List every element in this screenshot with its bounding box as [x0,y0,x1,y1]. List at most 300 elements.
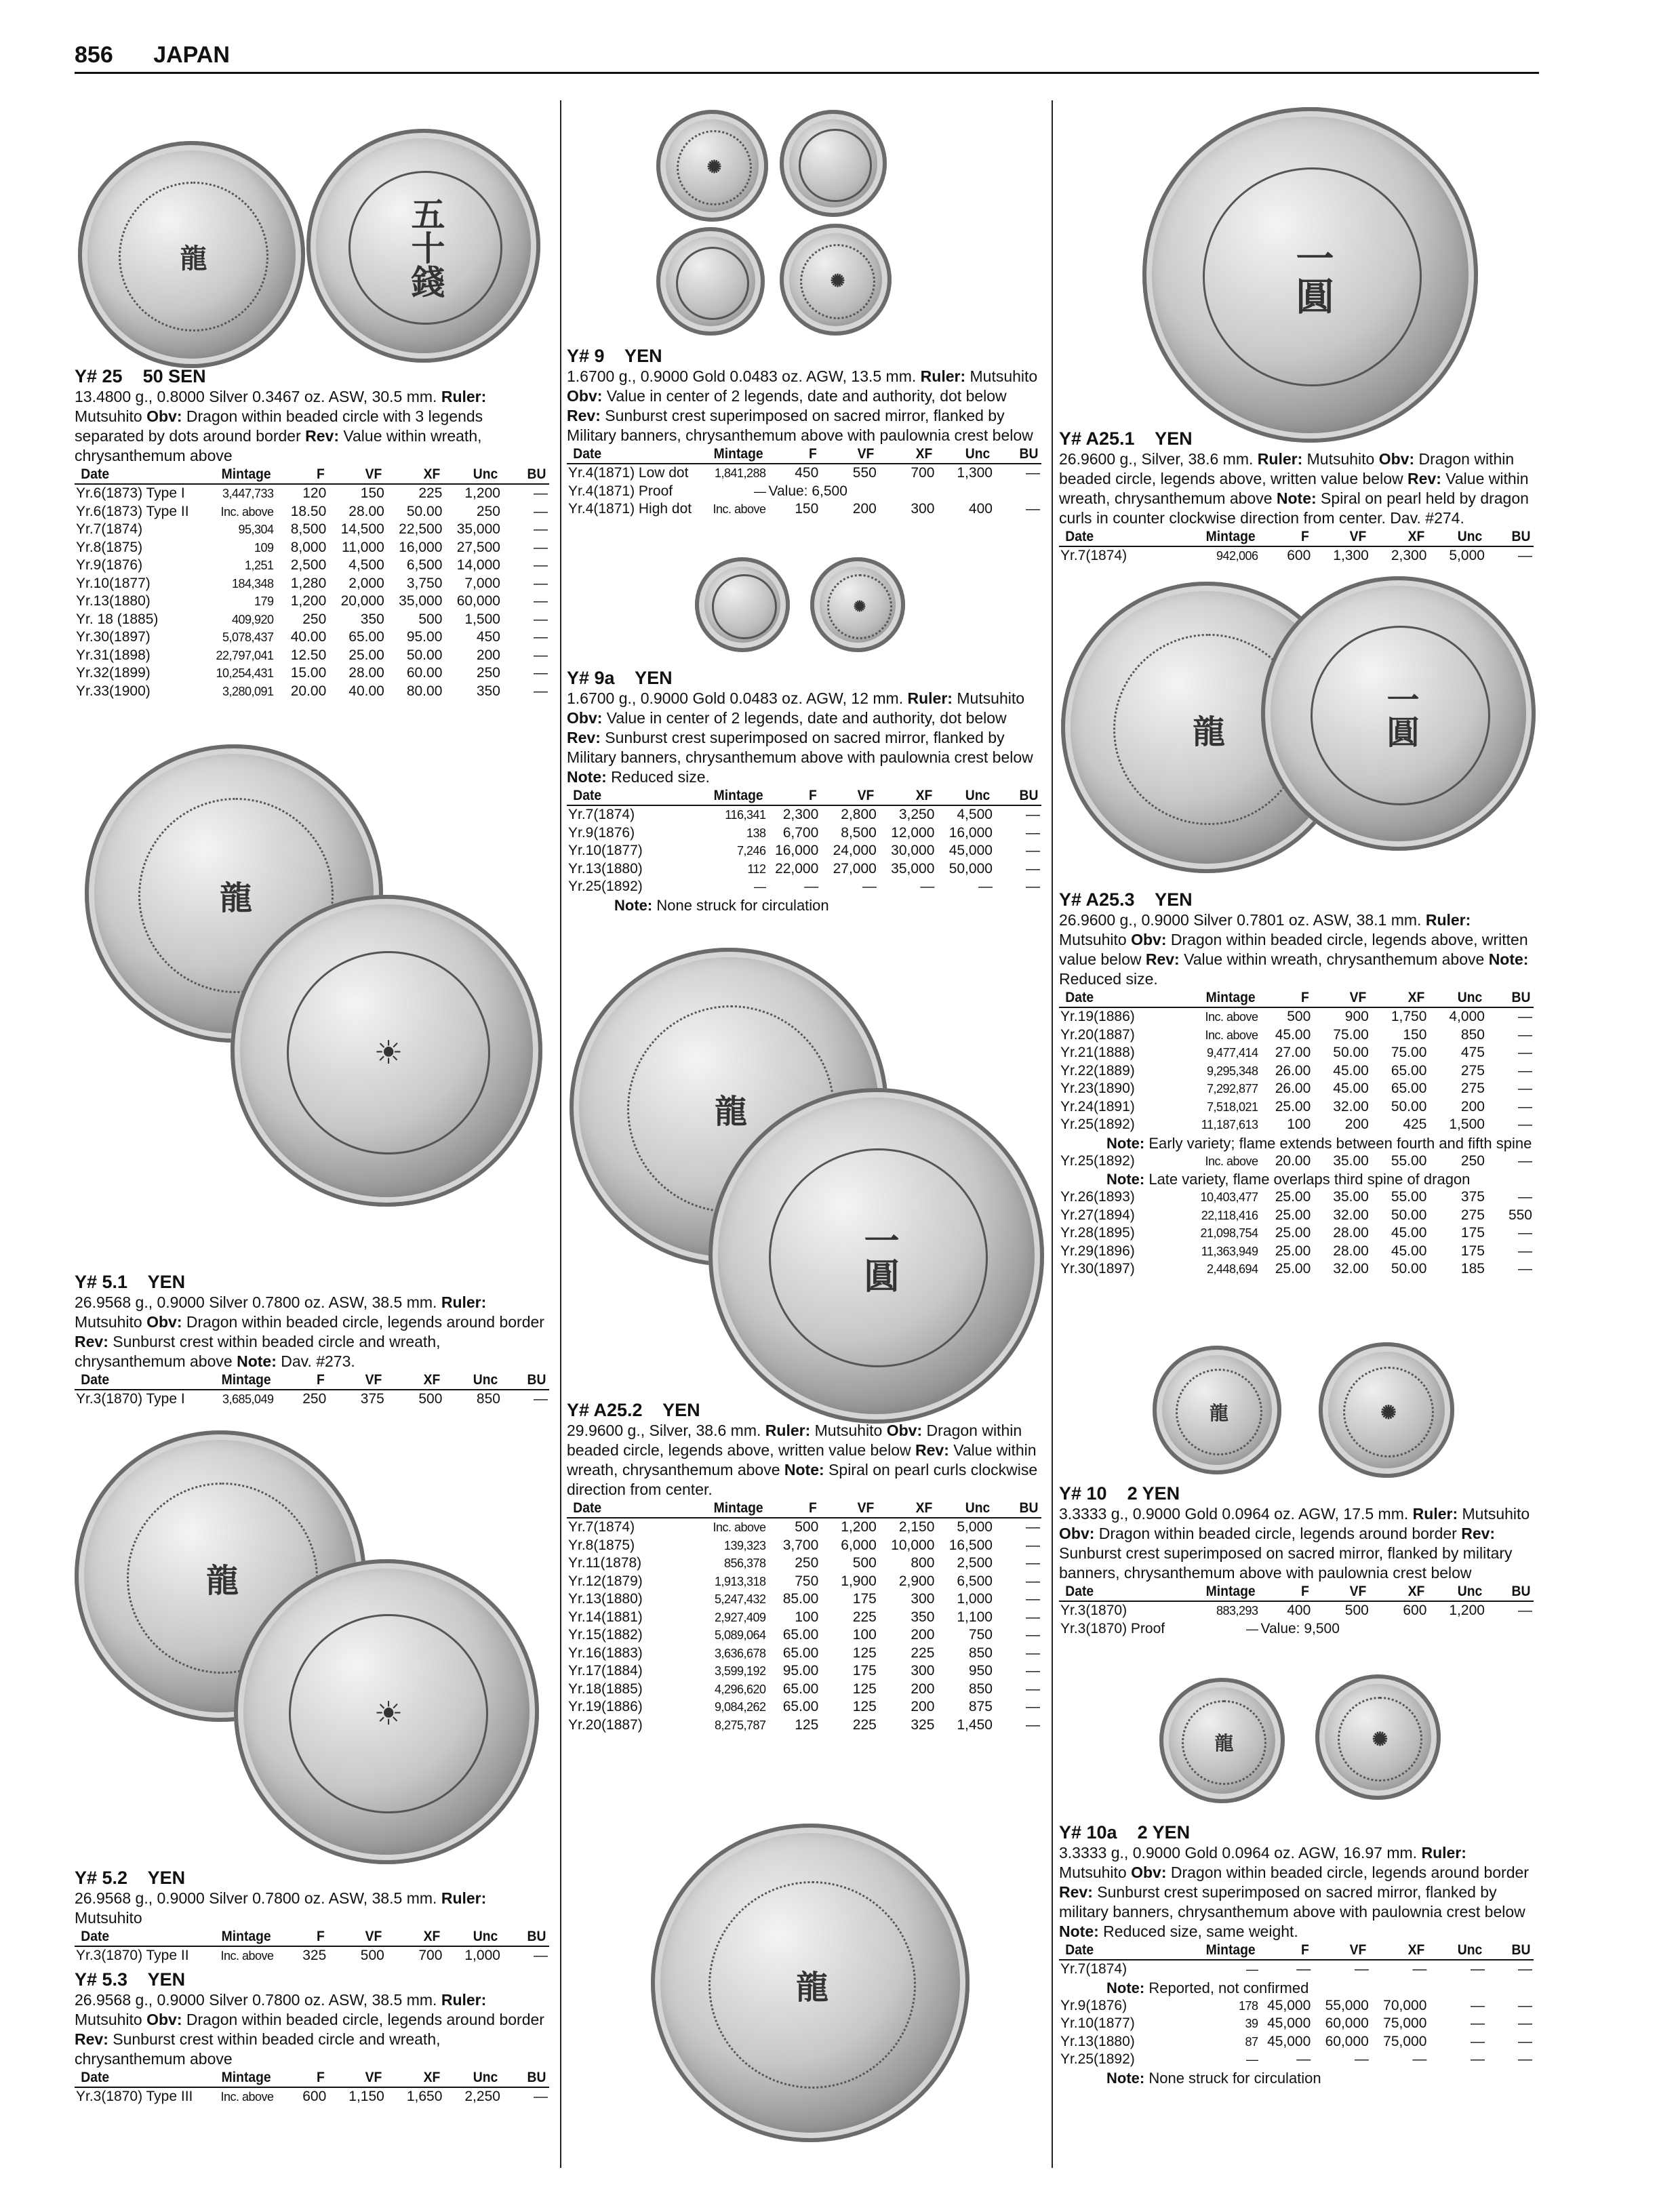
table-cell: 40.00 [348,683,384,699]
table-cell: 20.00 [1275,1152,1311,1169]
coin-50sen-reverse [306,129,540,363]
table-cell: — [1246,1622,1258,1636]
obv-label: Obv: [146,1313,182,1331]
entry-title: Y# 9a YEN [567,668,673,688]
table-cell: — [1518,2015,1532,2031]
table-cell: 3,700 [782,1537,819,1553]
column-header: Unc [938,445,992,464]
column-header: Mintage [696,787,764,805]
desc-text: Reduced size. [606,768,710,786]
table-cell: 7,292,877 [1206,1082,1258,1095]
table-cell: Yr.33(1900) [76,683,151,699]
table-cell: 22,000 [775,860,819,877]
table-row [567,1645,1041,1663]
desc-text: 26.9600 g., Silver, 38.6 mm. [1059,450,1258,468]
column-header: XF [388,2069,441,2087]
table-cell: 225 [852,1609,877,1625]
coin-50sen-obverse [78,141,305,368]
price-table [75,1928,549,1965]
column-header: F [1262,989,1311,1007]
table-row [1059,1260,1534,1279]
table-cell: — [1518,2051,1532,2067]
obv-label: Obv: [1131,1864,1167,1881]
table-cell: 116,341 [725,808,766,822]
table-cell: Yr.31(1898) [76,647,151,663]
entry-title: Y# 10 2 YEN [1059,1483,1180,1504]
table-cell: Inc. above [1205,1010,1258,1024]
table-cell: 500 [795,1519,819,1535]
table-cell: — [1518,1045,1532,1060]
table-cell: Yr.19(1886) [568,1699,643,1714]
table-cell: 3,599,192 [714,1664,766,1678]
table-row [567,1537,1041,1555]
table-cell: 200 [1344,1117,1369,1132]
table-row [567,1698,1041,1716]
table-row [1059,1188,1534,1207]
table-cell: — [1518,1603,1532,1618]
table-row [1059,1207,1534,1225]
table-cell: 750 [795,1573,819,1589]
dragon-image: 龍 [119,182,268,331]
table-cell: 325 [302,1948,327,1963]
table-cell: 179 [254,595,274,608]
table-cell: 125 [852,1699,877,1714]
desc-text: Mutsuhito [1059,1864,1132,1881]
table-cell: — [1518,1189,1532,1205]
column-header: Unc [446,1371,500,1390]
table-cell: 27.00 [1275,1045,1311,1060]
table-cell: 3,447,733 [222,487,274,500]
entry-description [567,1421,1041,1500]
table-row [567,1518,1041,1537]
table-cell: 65.00 [782,1645,819,1661]
table-cell: 65.00 [782,1627,819,1643]
entry-title: Y# 10a 2 YEN [1059,1822,1191,1843]
table-cell: 28.00 [348,503,384,519]
table-cell: 14,000 [456,557,500,573]
table-cell: Yr.4(1871) High dot [568,501,692,517]
table-cell: — [1518,548,1532,563]
table-cell: — [1026,1663,1040,1678]
table-row [1059,1098,1534,1117]
table-cell: 10,254,431 [216,666,274,680]
table-cell: 200 [911,1681,935,1697]
table-cell: — [534,539,548,555]
note-text: Reported, not confirmed [1144,1979,1309,1996]
column-header: Date [572,1500,688,1518]
table-row [567,878,1041,896]
table-cell: 1,280 [290,575,327,591]
table-cell: 25.00 [1275,1189,1311,1205]
table-cell: 8,500 [841,824,877,841]
column-divider-2 [1052,100,1053,2168]
table-cell: 1,200 [1449,1603,1485,1618]
table-cell: 11,187,613 [1201,1118,1258,1131]
table-header-row [75,466,549,484]
entry-description [1059,1843,1534,1942]
table-cell: 112 [747,862,766,876]
ruler-label: Ruler: [907,689,953,707]
table-cell: 75,000 [1383,2015,1427,2031]
table-cell: 150 [795,501,819,517]
table-cell: Yr.8(1875) [76,539,143,555]
coin-ya251-reverse-2: 一圓 [1261,576,1536,851]
table-cell: 50.00 [406,503,443,519]
table-cell: 275 [1460,1062,1485,1079]
table-cell: 75.00 [1333,1026,1369,1043]
table-cell: — [534,2089,548,2104]
table-cell: 2,448,694 [1206,1262,1258,1276]
column-header: Unc [1431,528,1484,546]
table-cell: 32.00 [1333,1261,1369,1276]
table-cell: 1,450 [957,1716,993,1733]
table-cell: 1,300 [1333,548,1369,563]
column-header: F [277,1928,326,1946]
table-cell: — [1518,1961,1532,1977]
table-cell: — [1026,843,1040,858]
table-cell: 45.00 [1275,1026,1311,1043]
rev-label: Rev: [567,407,601,424]
table-cell: 450 [795,465,819,481]
table-cell: 45,000 [1267,2033,1311,2049]
table-cell: 50.00 [1391,1207,1427,1223]
table-cell: 25.00 [1275,1243,1311,1259]
column-header: XF [880,787,934,805]
table-cell: 12.50 [290,647,327,663]
table-cell: 20,000 [340,593,384,609]
column-header: Date [79,466,196,484]
table-cell: 350 [476,683,500,699]
table-cell: — [1296,2051,1311,2067]
table-cell: 185 [1460,1261,1485,1276]
table-cell: 150 [1403,1026,1427,1043]
table-cell: 350 [360,611,384,627]
price-table [75,1371,549,1409]
column-header: Mintage [204,1371,272,1390]
column-header: XF [388,1371,441,1390]
table-cell: 65.00 [782,1699,819,1714]
table-cell: 45,000 [948,843,993,858]
table-row [567,464,1041,483]
table-cell: 18.50 [290,503,327,519]
country-heading: JAPAN [153,42,230,68]
table-cell: 5,078,437 [222,630,274,644]
table-cell: 250 [476,503,500,519]
entry-description [567,689,1041,787]
ruler-label: Ruler: [1421,1844,1466,1862]
coin-y51-reverse [231,895,542,1207]
note-text: None struck for circulation [652,896,829,914]
dragon-image: 龍 [627,1005,835,1213]
table-cell: 1,650 [406,2089,443,2104]
table-cell: 7,246 [736,844,766,858]
table-cell: 22,500 [399,521,443,537]
table-cell: Yr.7(1874) [1060,1961,1127,1977]
table-cell: 138 [746,826,766,840]
table-cell: 35.00 [1333,1152,1369,1169]
table-cell: Yr.16(1883) [568,1645,643,1661]
entry-y10a [1059,1822,1534,2087]
table-cell: — [1470,2015,1485,2031]
table-cell: 850 [968,1645,993,1661]
table-row [1059,1152,1534,1171]
coin-ya251-reverse: 一圓 [1142,107,1478,443]
table-cell: 200 [476,647,500,663]
table-header-row [75,2069,549,2087]
table-row [75,484,549,503]
entry-description [75,387,549,466]
table-cell: Yr.6(1873) Type II [76,503,189,519]
table-cell: 100 [795,1609,819,1625]
table-cell: — [1518,1009,1532,1024]
table-cell: 350 [911,1609,935,1625]
rev-label: Rev: [915,1441,949,1459]
table-cell: 109 [254,540,274,555]
desc-text: Mutsuhito [965,367,1038,385]
desc-text: Dragon within beaded circle, legends around border [1094,1525,1462,1542]
table-row [75,611,549,629]
price-table [1059,1188,1534,1279]
table-cell: 9,295,348 [1206,1064,1258,1078]
table-cell: — [754,484,766,498]
table-note [1059,1134,1534,1152]
ruler-label: Ruler: [920,367,966,385]
mirror-crest: ✺ [677,130,753,206]
table-cell: — [534,665,548,681]
table-cell: — [1518,2033,1532,2049]
ruler-label: Ruler: [1257,450,1303,468]
table-row [1059,1224,1534,1243]
column-header: Mintage [204,2069,272,2087]
table-cell: 950 [968,1663,993,1678]
table-cell: 35,000 [399,593,443,609]
table-cell: 139,323 [723,1538,766,1552]
table-cell: Yr.24(1891) [1060,1098,1135,1114]
table-cell: Yr.9(1876) [568,824,635,841]
column-header: XF [388,1928,441,1946]
ruler-label: Ruler: [441,1889,487,1907]
table-cell: 500 [418,1391,443,1407]
column-header: VF [822,445,876,464]
table-cell: 225 [911,1645,935,1661]
table-cell: — [1412,2051,1427,2067]
column-header: VF [330,1928,384,1946]
table-cell: 95,304 [238,523,274,536]
table-cell: — [534,575,548,591]
desc-text: Dragon within beaded circle, legends around border [182,2011,544,2028]
table-cell: 3,636,678 [714,1646,766,1660]
table-cell: — [1518,1997,1532,2013]
table-cell: — [534,485,548,501]
table-cell: 20.00 [290,683,327,699]
ruler-label: Ruler: [765,1422,811,1439]
column-header: BU [504,466,547,484]
desc-text: Mutsuhito [1302,450,1379,468]
table-note [1059,1170,1534,1188]
table-cell: 45.00 [1333,1081,1369,1096]
table-cell: — [534,503,548,519]
table-row [1059,1026,1534,1045]
table-cell: Yr.21(1888) [1060,1045,1135,1060]
table-row [1059,1044,1534,1062]
column-divider-1 [560,100,561,2168]
table-cell: 1,750 [1391,1009,1427,1024]
column-header: Mintage [1188,528,1256,546]
table-cell: 28.00 [1333,1225,1369,1241]
table-cell: Yr.12(1879) [568,1573,643,1589]
coin-y10a-obverse [1159,1678,1285,1803]
note-label: Note: [1106,1171,1145,1188]
table-cell: — [804,879,819,894]
obv-label: Obv: [1059,1525,1095,1542]
desc-text: Dragon within beaded circle, legends above, written value below [567,1422,1022,1459]
table-cell: 25.00 [1275,1207,1311,1223]
table-cell: 100 [852,1627,877,1643]
column-header: XF [880,1500,934,1518]
table-row [567,1590,1041,1609]
table-cell: — [1470,2051,1485,2067]
table-cell: 250 [1460,1152,1485,1169]
table-cell: Yr.30(1897) [1060,1261,1135,1276]
entry-ya253 [1059,889,1534,1279]
desc-text: Value within wreath, chrysanthemum above [1059,470,1529,507]
table-cell: 225 [418,485,443,501]
table-cell: Yr.7(1874) [1060,548,1127,563]
table-cell: 95.00 [406,629,443,645]
table-row [75,664,549,683]
table-cell: 550 [852,465,877,481]
column-header: VF [1315,989,1368,1007]
rev-label: Rev: [1145,950,1180,968]
desc-text: Sunburst crest superimposed on sacred mirror, flanked by military banners, chrysanthemum above with paulownia crest below [1059,1544,1513,1582]
table-cell: 27,500 [456,539,500,555]
table-cell: Yr.29(1896) [1060,1243,1135,1259]
table-cell: 1,200 [464,485,500,501]
table-cell: — [1026,1555,1040,1571]
entry-description [1059,910,1534,989]
table-header-row [1059,1942,1534,1960]
table-cell: 1,100 [957,1609,993,1625]
table-cell: 11,363,949 [1201,1244,1258,1258]
table-cell: 300 [911,501,935,517]
price-table [1059,1583,1534,1638]
coin-y9-rev-low [656,110,768,222]
coin-y9a-reverse [810,557,905,652]
table-row [567,860,1041,879]
table-cell: 2,000 [348,575,384,591]
desc-text: 13.4800 g., 0.8000 Silver 0.3467 oz. ASW, 30.5 mm. [75,388,441,405]
table-cell: 35,000 [891,860,935,877]
coin-ya252-obverse-2 [651,1824,970,2142]
table-cell: — [1026,1519,1040,1535]
column-header: F [277,2069,326,2087]
desc-text: Reduced size, same weight. [1098,1923,1298,1940]
table-cell: — [534,611,548,627]
table-cell: 3,750 [406,575,443,591]
desc-text: Value within wreath, chrysanthemum above [567,1441,1037,1479]
table-note [1059,2069,1534,2087]
table-row [75,1946,549,1965]
table-cell: 25.00 [1275,1225,1311,1241]
note-label: Note: [614,896,653,914]
desc-text: Sunburst crest superimposed on sacred mirror, flanked by Military banners, chrysanthemum above with paulownia crest below [567,729,1033,766]
table-cell: Yr. 18 (1885) [76,611,159,627]
entry-title: Y# 5.2 YEN [75,1868,186,1888]
table-cell: 8,275,787 [714,1718,766,1732]
table-cell: 16,000 [948,824,993,841]
column-header: F [1262,1942,1311,1960]
table-cell: 500 [360,1948,384,1963]
table-cell: 6,500 [406,557,443,573]
coin-y9-rev-high [780,224,892,336]
table-cell: 45,000 [1267,1997,1311,2013]
table-cell: 425 [1403,1117,1427,1132]
table-cell: 50.00 [406,647,443,663]
desc-text: Sunburst crest within beaded circle and wreath, chrysanthemum above [75,2030,441,2068]
table-cell: 500 [852,1555,877,1571]
column-header: Unc [446,1928,500,1946]
table-row [75,628,549,647]
table-cell: — [1354,2051,1369,2067]
obv-label: Obv: [146,407,182,425]
table-cell: 65.00 [782,1681,819,1697]
note-text: Early variety; flame extends between fourth and fifth spine [1144,1134,1532,1152]
table-cell: 120 [302,485,327,501]
table-cell: 175 [1460,1243,1485,1259]
table-cell: 60,000 [456,593,500,609]
table-cell: Yr.30(1897) [76,629,151,645]
note-label: Note: [1106,1134,1145,1152]
table-cell: 25.00 [348,647,384,663]
table-cell: 4,500 [957,807,993,822]
column-header: F [770,787,818,805]
table-cell: 30,000 [891,843,935,858]
table-cell: 5,247,432 [714,1592,766,1606]
table-cell: — [1026,501,1040,517]
table-cell: 1,200 [841,1519,877,1535]
table-cell: Yr.13(1880) [568,1591,643,1607]
column-header: Unc [1431,1942,1484,1960]
table-cell: 125 [852,1681,877,1697]
column-header: Date [1064,528,1180,546]
table-cell: Yr.3(1870) [1060,1603,1127,1618]
table-cell: 1,841,288 [714,466,766,480]
table-cell: Yr.19(1886) [1060,1009,1135,1024]
table-cell: 900 [1344,1009,1369,1024]
table-cell: Yr.4(1871) Proof [568,483,673,499]
table-cell: Value: 9,500 [1260,1620,1340,1636]
table-cell: — [1026,860,1040,877]
table-cell: 178 [1238,1998,1258,2013]
table-cell: 26.00 [1275,1081,1311,1096]
table-row [1059,2015,1534,2033]
table-cell: 55.00 [1391,1152,1427,1169]
table-cell: Yr.4(1871) Low dot [568,465,689,481]
table-cell: 35,000 [456,521,500,537]
desc-text: Value within wreath, chrysanthemum above [75,427,482,464]
column-header: Unc [938,1500,992,1518]
table-cell: Yr.13(1880) [1060,2033,1135,2049]
mirror-crest: ✺ [827,574,892,639]
desc-text: Mutsuhito [75,1313,147,1331]
table-header-row [567,445,1041,464]
table-cell: 14,500 [340,521,384,537]
entry-y9a [567,668,1041,914]
table-cell: 200 [911,1699,935,1714]
table-cell: 500 [1344,1603,1369,1618]
table-cell: Yr.23(1890) [1060,1081,1135,1096]
table-cell: — [1518,1243,1532,1259]
